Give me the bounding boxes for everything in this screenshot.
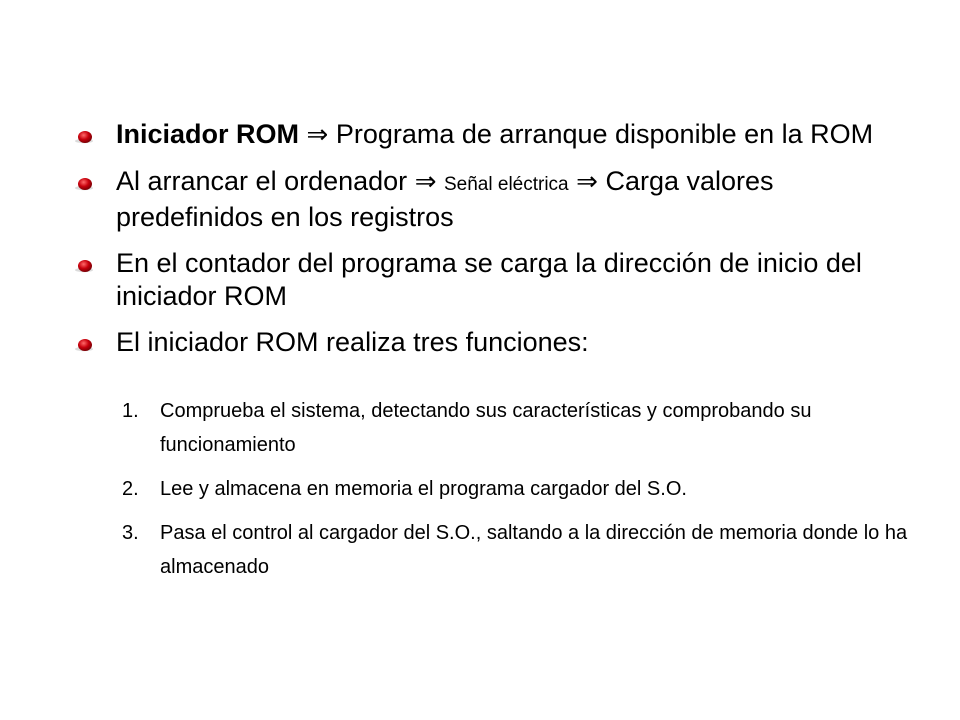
term-iniciador-rom: Iniciador ROM (116, 119, 300, 149)
function-item-2 (72, 472, 912, 506)
implies-arrow: ⇒ (306, 120, 329, 150)
function-number: 2. (122, 478, 139, 500)
function-text: Pasa el control al cargador del S.O., saltando a la dirección de memoria donde lo ha almacenado (160, 522, 908, 578)
function-number: 3. (122, 522, 139, 544)
red-bullet-icon (74, 177, 94, 191)
bullet-text: Programa de arranque disponible en la ROM (335, 119, 874, 149)
implies-arrow: ⇒ (414, 167, 437, 197)
red-bullet-icon (74, 130, 94, 144)
bullet-text: El iniciador ROM realiza tres funciones: (116, 327, 589, 357)
bullet-tres-funciones (72, 326, 912, 359)
function-text: Comprueba el sistema, detectando sus características y comprobando su funcionamiento (160, 400, 812, 456)
bullet-al-arrancar (72, 165, 912, 234)
red-bullet-icon (74, 338, 94, 352)
function-item-3 (72, 516, 912, 584)
implies-arrow: ⇒ (576, 167, 598, 197)
red-bullet-icon (74, 259, 94, 273)
bullet-contador-programa (72, 247, 912, 313)
senal-electrica-text: Señal eléctrica (444, 174, 569, 195)
bullet-text: Al arrancar el ordenador (116, 166, 408, 196)
function-number: 1. (122, 400, 139, 422)
bullet-list (72, 118, 912, 372)
function-item-1 (72, 394, 912, 462)
bullet-iniciador-rom (72, 118, 912, 152)
bullet-text: En el contador del programa se carga la dirección de inicio del iniciador ROM (116, 248, 862, 311)
bullet-text: Carga valores predefinidos en los registros (116, 166, 774, 232)
function-text: Lee y almacena en memoria el programa cargador del S.O. (160, 478, 687, 500)
functions-list (72, 394, 912, 594)
